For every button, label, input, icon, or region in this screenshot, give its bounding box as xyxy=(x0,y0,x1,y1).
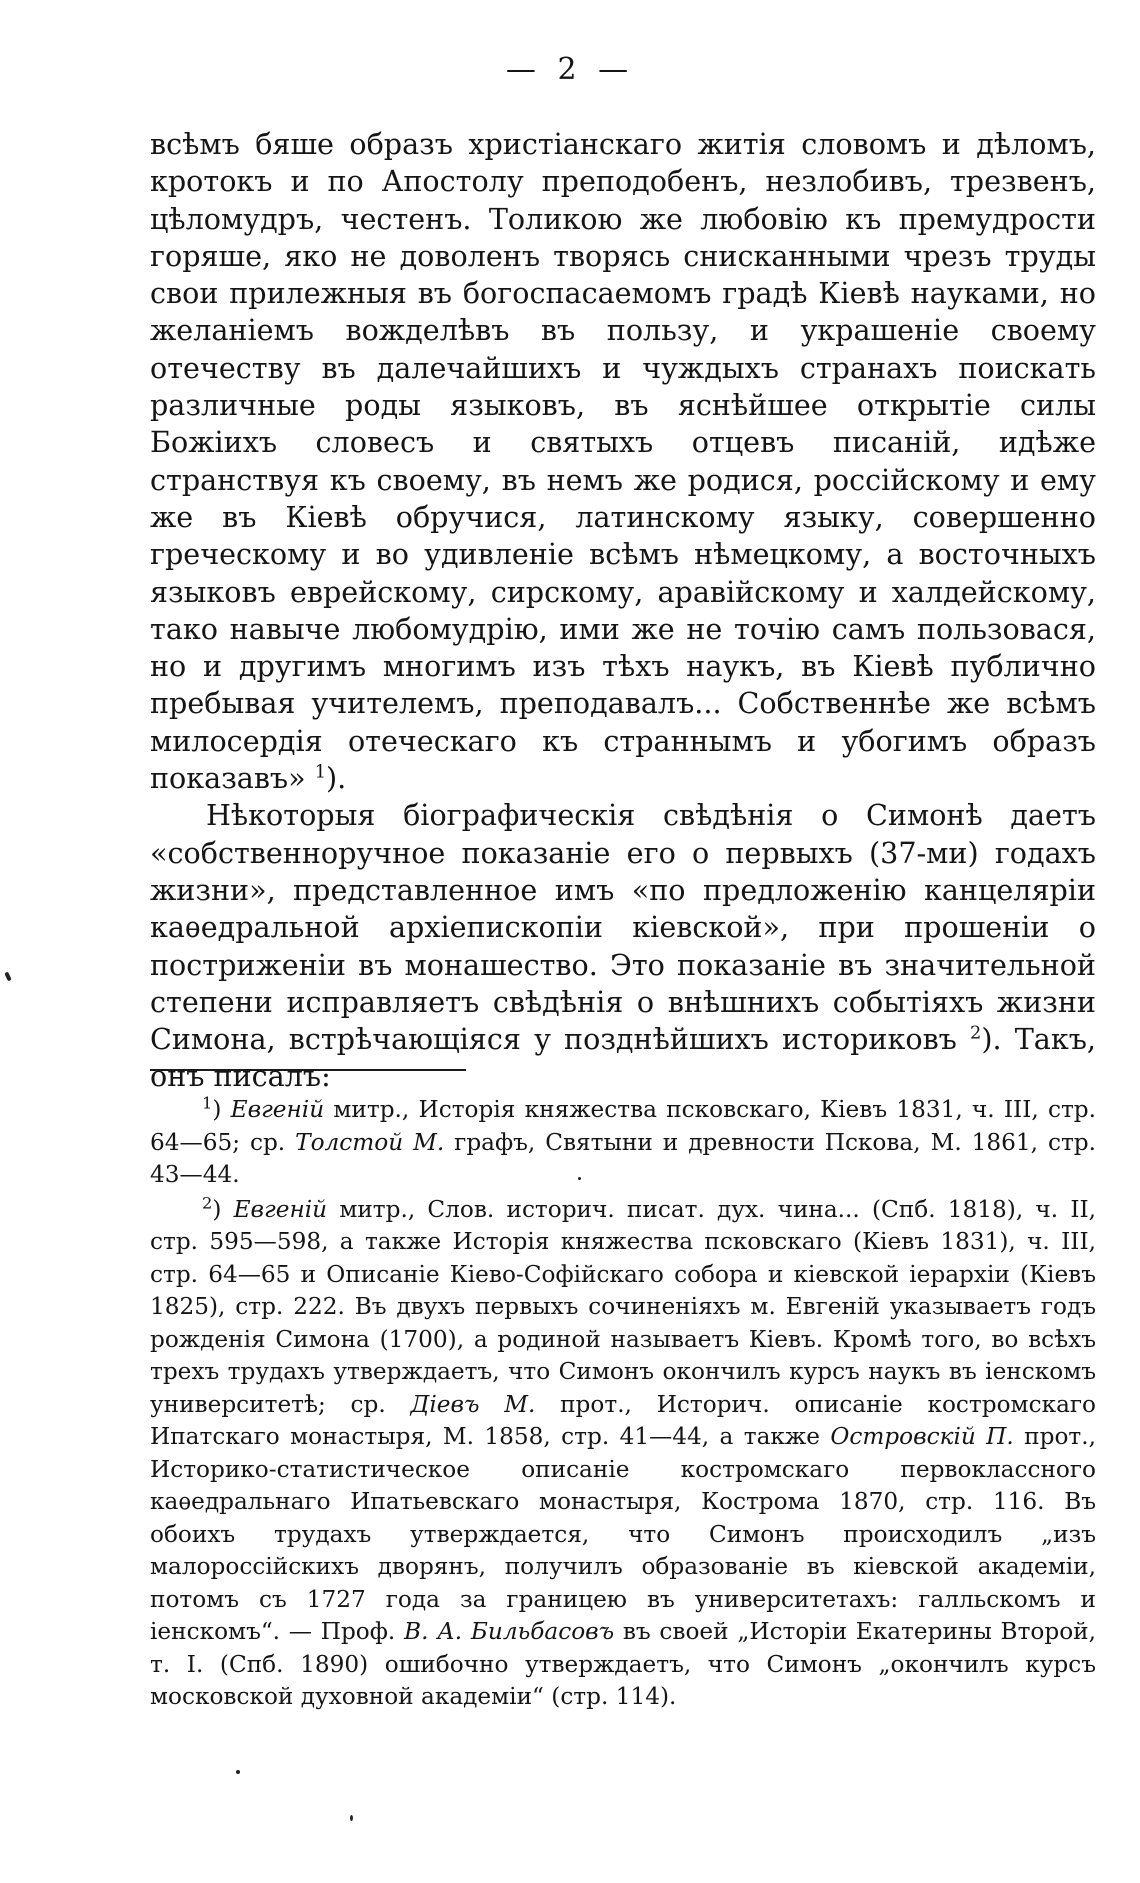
footnote-1-author-2: Толстой М. xyxy=(295,1128,445,1156)
footnote-1: $^1$) Евгеній митр., Исторія княжества псковскаго, Кіевъ 1831, ч. III, стр. 64—65; ср. Толстой М. графъ, Святыни и древности Пскова, М. 1861, стр. 43—44. xyxy=(150,1093,1096,1188)
scan-speck xyxy=(350,1815,353,1821)
paragraph-2-end: ). Такъ, онъ писалъ: xyxy=(150,1022,1096,1094)
footnote-2: $^2$) Евгеній митр., Слов. историч. писат. дух. чина... (Спб. 1818), ч. II, стр. 595—598, а также Исторія княжества псковскаго (Кіевъ 1831), ч. III, стр. 64—65 и Описаніе Кіево-Софійскаго собора и кіевской іерархіи (Кіевъ 1825), стр. 222. Въ двухъ первыхъ сочиненіяхъ м. Евгеній указываетъ годъ рожденія Симона (1700), а родиной называетъ Кіевъ. Кромѣ того, во всѣхъ трехъ трудахъ утверждаетъ, что Симонъ окончилъ курсъ наукъ въ іенскомъ университетѣ; ср. Діевъ М. прот., Историч. описаніе костромскаго Ипатскаго монастыря, М. 1858, стр. 41—44, а также Островскій П. прот., Историко-статистическое описаніе костромскаго первоклассного каѳедральнаго Ипатьевскаго монастыря, Кострома 1870, стр. 116. Въ обоихъ трудахъ утверждается, что Симонъ происходилъ „изъ малороссійскихъ дворянъ, получилъ образованіе въ кіевской академіи, потомъ съ 1727 года за границею въ университетахъ: галльскомъ и іенскомъ“. — Проф. В. А. Бильбасовъ въ своей „Исторіи Екатерины Второй, т. I. (Спб. 1890) ошибочно утверждаетъ, что Симонъ „окончилъ курсъ московской духовной академіи“ (стр. 114). xyxy=(150,1192,1097,1710)
scan-speck xyxy=(236,1770,240,1774)
scan-speck xyxy=(4,972,11,982)
paragraph-1-text: всѣмъ бяше образъ христіанскаго житія словомъ и дѣломъ, кротокъ и по Апостолу преподобенъ, незлобивъ, трезвенъ, цѣломудръ, честенъ. Толикою же любовію къ премудрости горяше, яко не доволенъ творясь снисканными чрезъ труды свои прилежныя въ богоспасаемомъ градѣ Кіевѣ науками, но желаніемъ вожделѣвъ въ пользу, и украшеніе своему отечеству въ далечайшихъ и чуждыхъ странахъ поискать различные роды языковъ, въ яснѣйшее открытіе силы Божіихъ словесъ и святыхъ отцевъ писаній, идѣже странствуя къ своему, въ немъ же родися, россійскому и ему же въ Кіевѣ обручися, латинскому языку, совершенно греческому и во удивленіе всѣмъ нѣмецкому, а восточныхъ языковъ еврейскому, сирскому, аравійскому и халдейскому, тако навыче любомудрію, ими же не точію самъ пользовася, но и другимъ многимъ изъ тѣхъ наукъ, въ Кіевѣ публично пребывая учителемъ, преподавалъ... Собственнѣе же всѣмъ милосердія отеческаго къ страннымъ и убогимъ образъ показавъ» xyxy=(150,127,1096,796)
paragraph-1 xyxy=(150,126,1096,797)
footnote-divider xyxy=(150,1069,466,1071)
footnotes xyxy=(150,1094,1096,1716)
main-text xyxy=(150,126,1096,1096)
paragraph-2-text: Нѣкоторыя біографическія свѣдѣнія о Симонѣ даетъ «собственноручное показаніе его о первыхъ (37-ми) годахъ жизни», представленное имъ «по предложенію канцеляріи каѳедральной архіепископіи кіевской», при прошеніи о постриженіи въ монашество. Это показаніе въ значительной степени исправляетъ свѣдѣнія о внѣшнихъ событіяхъ жизни Симона, встрѣчающіяся у позднѣйшихъ историковъ xyxy=(150,798,1096,1057)
footnote-2-text-a: митр., Слов. историч. писат. дух. чина... (Спб. 1818), ч. II, стр. 595—598, а также Исторія княжества псковскаго (Кіевъ 1831), ч. III, стр. 64—65 и Описаніе Кіево-Софійскаго собора и кіевской іерархіи (Кіевъ 1825), стр. 222. Въ двухъ первыхъ сочиненіяхъ м. Евгеній указываетъ годъ рожденія Симона (1700), а родиной называетъ Кіевъ. Кромѣ того, во всѣхъ трехъ трудахъ утверждаетъ, что Симонъ окончилъ курсъ наукъ въ іенскомъ университетѣ; ср. xyxy=(150,1195,1097,1418)
footnote-2-text-c: прот., Историко-статистическое описаніе костромскаго первоклассного каѳедральнаго Ипатьевскаго монастыря, Кострома 1870, стр. 116. Въ обоихъ трудахъ утверждается, что Симонъ происходилъ „изъ малороссійскихъ дворянъ, получилъ образованіе въ кіевской академіи, потомъ съ 1727 года за границею въ университетахъ: галльскомъ и іенскомъ“. — Проф. xyxy=(150,1423,1096,1645)
footnote-2-mark: 2 xyxy=(202,1192,213,1212)
page-number: — 2 — xyxy=(505,52,635,87)
footnote-2-text-d: въ своей „Исторіи Екатерины Второй, т. I. (Спб. 1890) ошибочно утверждаетъ, что Симонъ „окончилъ курсъ московской духовной академіи“ (стр. 114). xyxy=(150,1618,1097,1710)
footnote-2-author-3: Островскій П. xyxy=(830,1423,1014,1450)
footnote-2-author: Евгеній xyxy=(233,1195,328,1223)
footnote-2-author-4: В. А. Бильбасовъ xyxy=(404,1618,615,1645)
scan-speck xyxy=(578,1177,581,1180)
paragraph-2 xyxy=(150,797,1096,1095)
footnote-1-text-a: митр., Исторія княжества псковскаго, Кіевъ 1831, ч. III, стр. 64—65; ср. xyxy=(150,1096,1096,1156)
footnote-ref-2: 2 xyxy=(970,1023,982,1044)
footnote-ref-1: 1 xyxy=(314,762,326,783)
footnote-1-author: Евгеній xyxy=(230,1096,325,1123)
footnote-1-mark: 1 xyxy=(202,1093,213,1113)
footnote-1-text-b: графъ, Святыни и древности Пскова, М. 1861, стр. 43—44. xyxy=(150,1128,1096,1188)
footnote-2-text-b: прот., Историч. описаніе костромскаго Ипатскаго монастыря, М. 1858, стр. 41—44, а также xyxy=(150,1390,1096,1450)
paragraph-1-end: ). xyxy=(326,761,347,796)
footnote-2-author-2: Діевъ М. xyxy=(410,1390,536,1418)
